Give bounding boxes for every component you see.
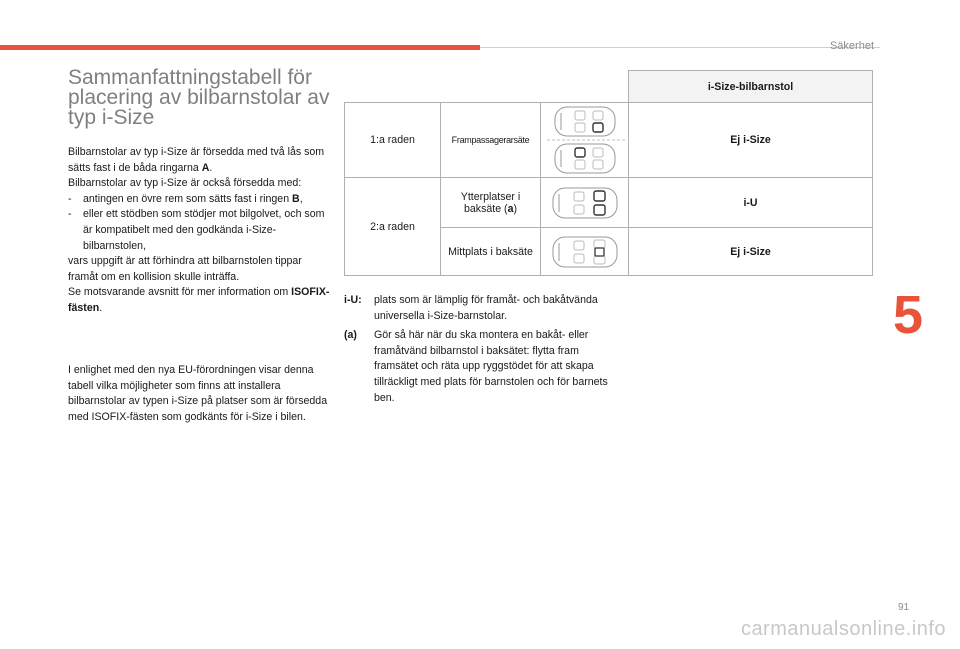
note-item — [344, 293, 614, 324]
result-cell: Ej i-Size — [629, 228, 873, 276]
list-item: - eller ett stödben som stödjer mot bilgolvet, och som är kompatibelt med den godkända i-Size-bilbarnstolen, — [68, 208, 325, 252]
table-row — [345, 178, 873, 228]
table-header: i-Size-bilbarnstol — [629, 71, 873, 103]
row-label: 1:a raden — [345, 103, 441, 178]
result-cell: Ej i-Size — [629, 103, 873, 178]
intro-paragraph: Bilbarnstolar av typ i-Size är försedda med två lås som sätts fast i de båda ringarna A. Bilbarnstolar av typ i-Size är också försedda med: - antingen en övre rem som sätts fast i ringen B, - eller ett stödben som stödjer mot bilgolvet, och som är kompatibelt med den godkända i-Size-bilbarnstolen, vars uppgift är att förhindra att bilbarnstolen tippar framåt om en kollision skulle inträffa. Se motsvarande avsnitt för mer information om ISOFIX-fästen. — [68, 146, 330, 314]
note-text: plats som är lämplig för framåt- och bakåtvända universella i-Size-barnstolar. — [374, 294, 598, 322]
note-item — [344, 328, 614, 406]
row-label: 2:a raden — [345, 178, 441, 276]
result-cell: i-U — [629, 178, 873, 228]
intro-line1: Bilbarnstolar av typ i-Size är försedda med två lås som sätts fast i de båda ringarna — [68, 146, 325, 174]
intro-line3: vars uppgift är att förhindra att bilbarnstolen tippar framåt om en kollision skulle inträffa. — [68, 255, 302, 283]
seat-label: Mittplats i baksäte — [441, 228, 541, 276]
section-name: Säkerhet — [829, 40, 874, 52]
table-row — [345, 103, 873, 178]
intro-line1-end: . — [209, 161, 213, 174]
regulation-paragraph: I enlighet med den nya EU-förordningen visar denna tabell vilka möjligheter som finns att installera bilbarnstolar av typen i-Size på platser som är försedda med ISOFIX-fästen som godkänts för i-Size i bilen. — [68, 364, 328, 423]
intro-line2: Bilbarnstolar av typ i-Size är också försedda med: — [68, 177, 302, 190]
watermark: carmanualsonline.info — [740, 618, 946, 640]
car-rear-middle-seat-icon — [541, 228, 629, 276]
section-color-bar — [0, 45, 480, 50]
page-number: 91 — [898, 602, 910, 613]
car-front-passenger-seat-icon — [541, 103, 629, 178]
chapter-number: 5 — [893, 285, 924, 345]
seat-label: Frampassagerarsäte — [441, 103, 541, 178]
intro-line4: Se motsvarande avsnitt för mer information om — [68, 286, 292, 299]
ref-b: B — [292, 192, 300, 205]
list-item: - antingen en övre rem som sätts fast i ringen B, — [68, 192, 303, 205]
note-key: (a) — [344, 329, 357, 342]
header-rule — [480, 47, 880, 48]
note-text: Gör så här när du ska montera en bakåt- eller framåtvänd bilbarnstol i baksätet: flytta fram framsätet och räta upp ryggstödet för att skapa tillräckligt med plats för barnstolen och för barnets ben. — [374, 329, 608, 404]
page-title: Sammanfattningstabell för placering av bilbarnstolar av typ i-Size — [68, 66, 330, 129]
seat-table — [344, 70, 873, 276]
table-notes — [344, 293, 614, 410]
isofix-link-text: ISOFIX-fästen — [68, 286, 330, 314]
car-rear-outer-seats-icon — [541, 178, 629, 228]
seat-label: Ytterplatser i baksäte (a) — [441, 178, 541, 228]
note-key: i-U: — [344, 294, 362, 306]
ref-a: A — [201, 161, 210, 174]
